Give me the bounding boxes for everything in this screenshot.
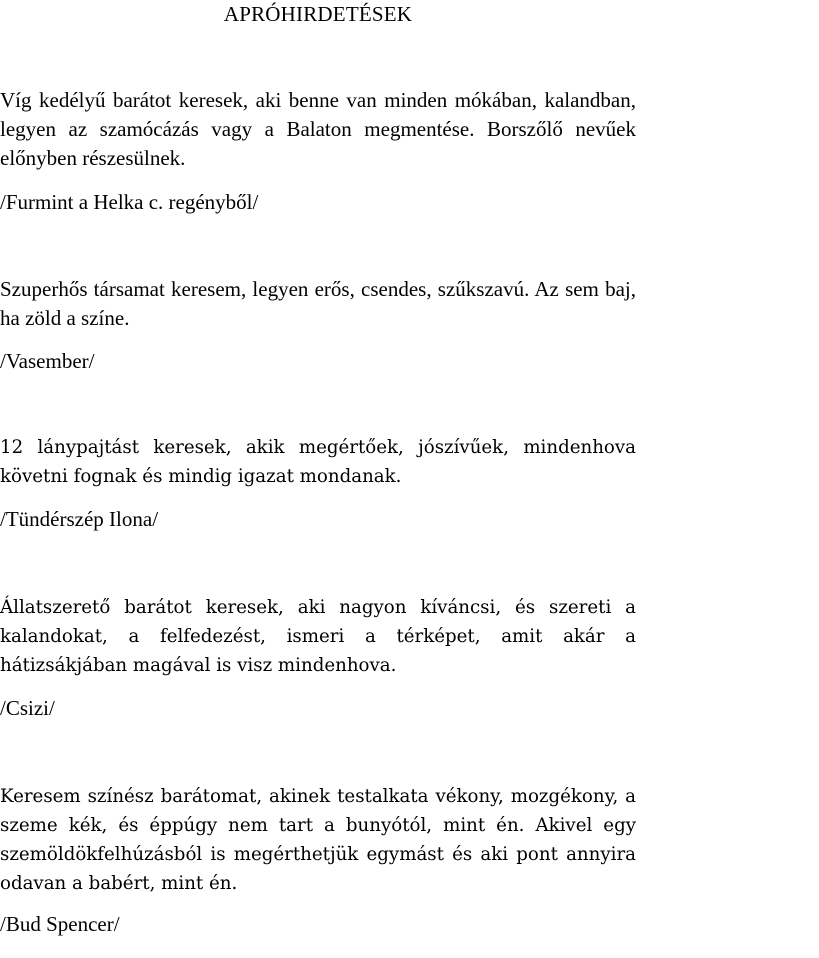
ad-signature: /Furmint a Helka c. regényből/ (0, 190, 259, 214)
ad-text: Víg kedélyű barátot keresek, aki benne van minden mókában, kalandban, legyen az szamócázás vagy a Balaton megmentése. Borszőlő nevűek előnyben részesülnek. (0, 88, 636, 170)
ad-signature: /Vasember/ (0, 349, 95, 373)
ad-text: Keresem színész barátomat, akinek testalkata vékony, mozgékony, a szeme kék, és éppúgy nem tart a bunyótól, mint én. Akivel egy szemöldökfelhúzásból is megérthetjük egymást és aki pont annyira odavan a babért, mint én. (0, 786, 636, 894)
ad-text: 12 lánypajtást keresek, akik megértőek, jószívűek, mindenhova követni fognak és mindig igazat mondanak. (0, 437, 636, 487)
classified-ad (0, 275, 636, 376)
classified-ad (0, 86, 636, 217)
classified-ad (0, 782, 636, 939)
ad-signature: /Bud Spencer/ (0, 912, 120, 936)
ad-signature: /Tündérszép Ilona/ (0, 507, 159, 531)
ad-text: Szuperhős társamat keresem, legyen erős, csendes, szűkszavú. Az sem baj, ha zöld a színe. (0, 277, 636, 330)
ad-signature: /Csizi/ (0, 696, 55, 720)
classified-ad (0, 433, 636, 534)
document-title: APRÓHIRDETÉSEK (223, 2, 413, 26)
ad-text: Állatszerető barátot keresek, aki nagyon kíváncsi, és szereti a kalandokat, a felfedezést, ismeri a térképet, amit akár a hátizsákjában magával is visz mindenhova. (0, 597, 636, 676)
classified-ad (0, 593, 636, 723)
